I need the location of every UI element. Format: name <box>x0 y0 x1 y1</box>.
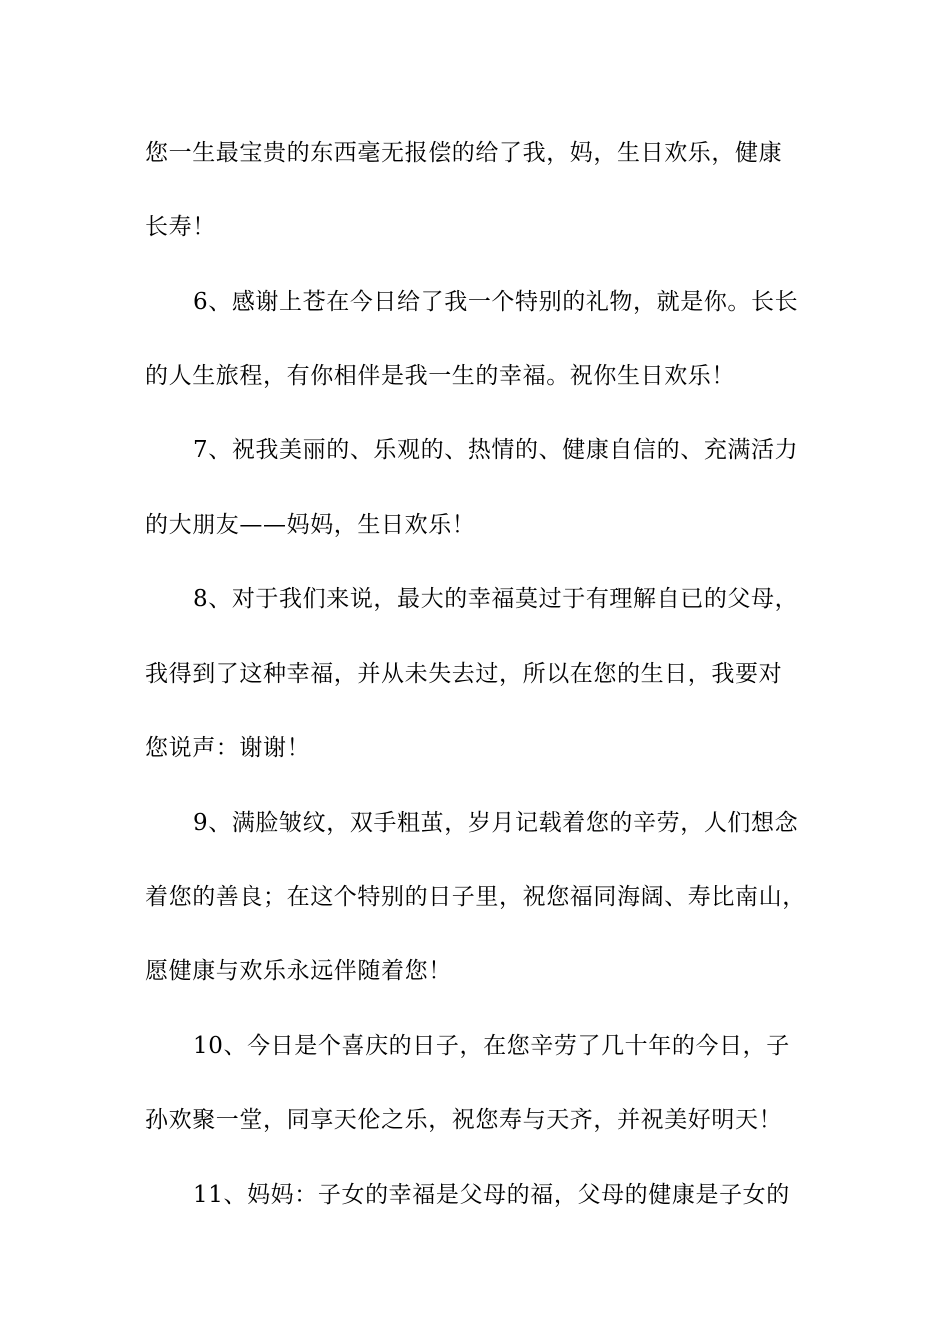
paragraph-9-line: 9、满脸皱纹，双手粗茧，岁月记载着您的辛劳，人们想念 <box>193 810 799 836</box>
text-line: 着您的善良；在这个特别的日子里，祝您福同海阔、寿比南山， <box>145 884 806 910</box>
paragraph-7-line: 7、祝我美丽的、乐观的、热情的、健康自信的、充满活力 <box>193 437 799 463</box>
text-line: 的人生旅程，有你相伴是我一生的幸福。祝你生日欢乐！ <box>145 363 735 389</box>
text-line: 我得到了这种幸福，并从未失去过，所以在您的生日，我要对 <box>145 661 783 687</box>
text-line: 您一生最宝贵的东西毫无报偿的给了我，妈，生日欢乐，健康 <box>145 140 783 166</box>
text-line: 您说声：谢谢！ <box>145 735 311 761</box>
text-line: 愿健康与欢乐永远伴随着您！ <box>145 958 452 984</box>
paragraph-6-line: 6、感谢上苍在今日给了我一个特别的礼物，就是你。长长 <box>193 289 799 315</box>
text-line: 孙欢聚一堂，同享天伦之乐，祝您寿与天齐，并祝美好明天！ <box>145 1107 783 1133</box>
text-line: 长寿！ <box>145 214 216 240</box>
paragraph-11-line: 11、妈妈：子女的幸福是父母的福，父母的健康是子女的 <box>193 1182 790 1208</box>
paragraph-10-line: 10、今日是个喜庆的日子，在您辛劳了几十年的今日，子 <box>193 1033 790 1059</box>
paragraph-8-line: 8、对于我们来说，最大的幸福莫过于有理解自已的父母， <box>193 586 799 612</box>
text-line: 的大朋友——妈妈，生日欢乐！ <box>145 512 476 538</box>
